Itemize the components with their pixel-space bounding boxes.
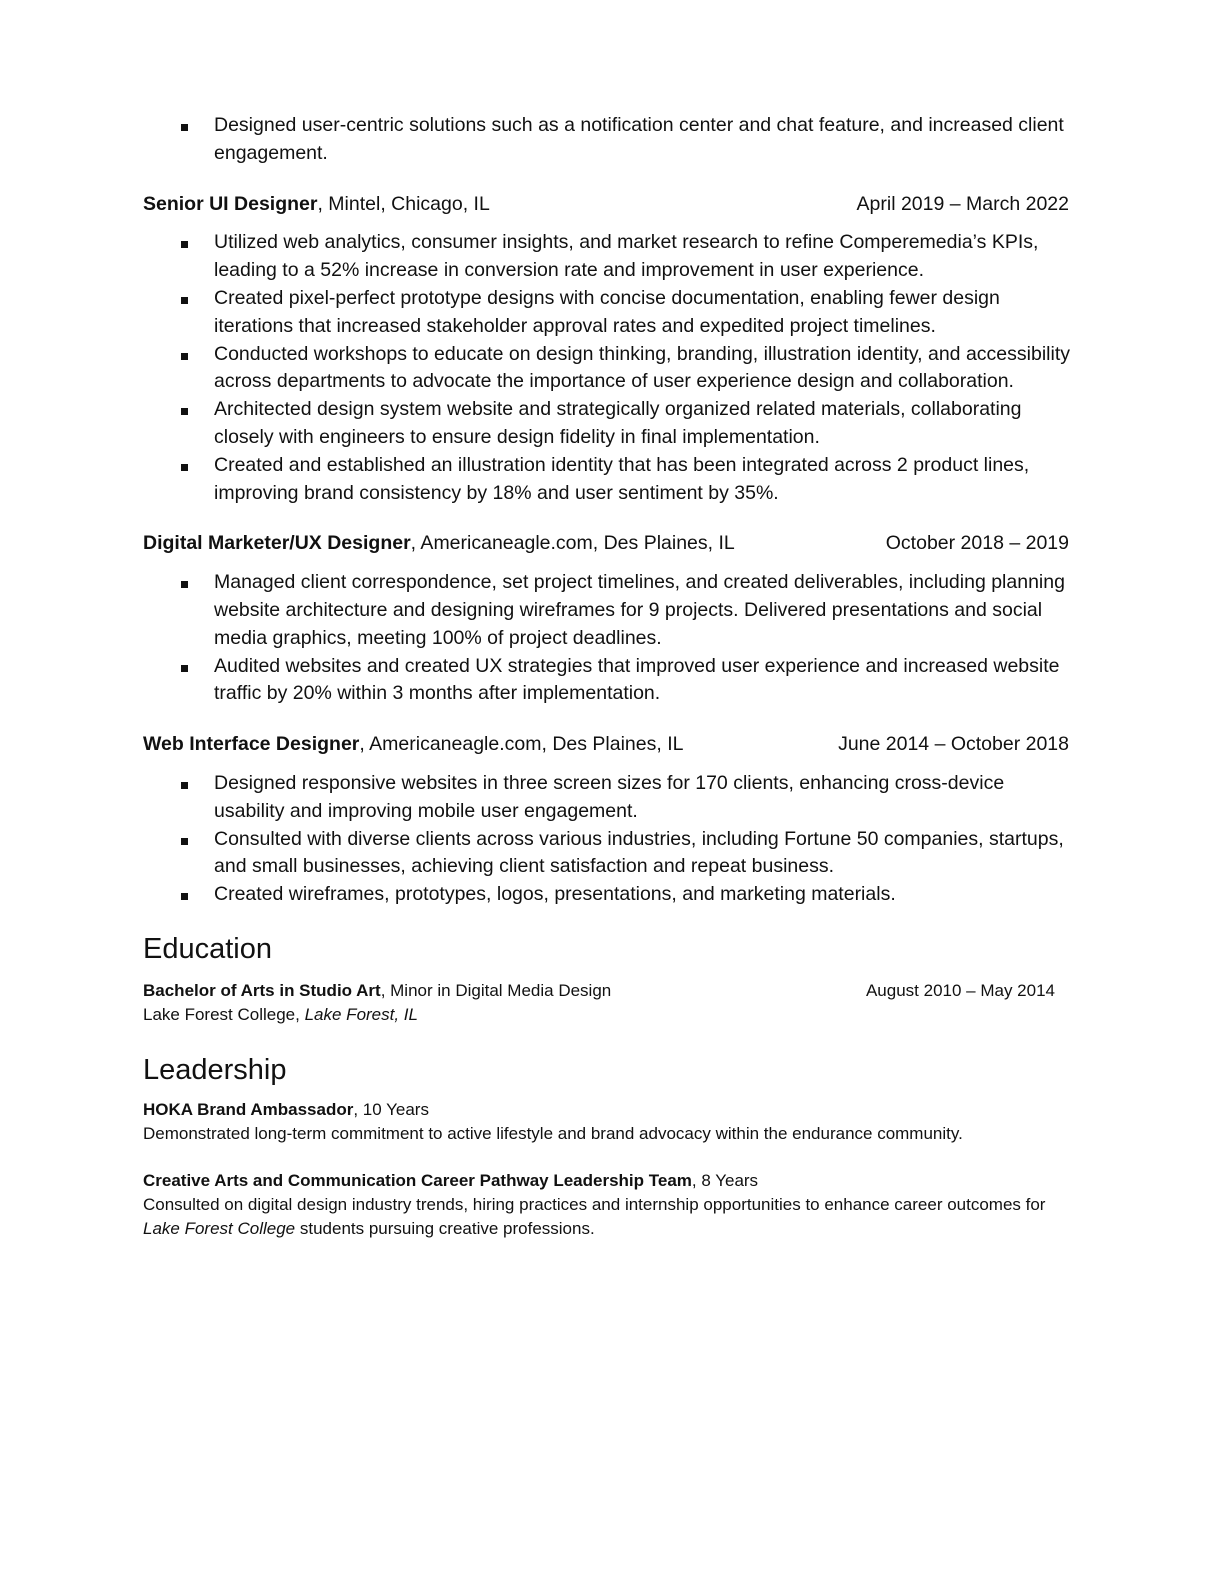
leadership-section xyxy=(143,1052,1073,1241)
job-org: , Americaneagle.com, Des Plaines, IL xyxy=(410,532,735,555)
leadership-desc-italic: Lake Forest College xyxy=(143,1218,296,1238)
job-digital-marketer xyxy=(143,530,1073,708)
education-degree-row xyxy=(143,979,1073,1003)
job-title-line xyxy=(143,530,735,558)
bullet-item: Managed client correspondence, set project timelines, and created deliverables, including planning website architecture and designing wireframes for 9 projects. Delivered presentations and social media graphics, meeting 100% of project deadlines. xyxy=(214,569,1073,652)
resume-page xyxy=(143,112,1073,1241)
education-dates: August 2010 – May 2014 xyxy=(865,980,1055,1000)
bullet-item: Audited websites and created UX strategies that improved user experience and increased website traffic by 20% within 3 months after implementation. xyxy=(214,653,1073,709)
job-bullet-list xyxy=(143,770,1073,909)
leadership-duration: , 10 Years xyxy=(353,1099,429,1119)
leadership-description xyxy=(143,1193,1073,1241)
bullet-item: Designed user-centric solutions such as a notification center and chat feature, and increased client engagement. xyxy=(214,112,1073,168)
school-location: Lake Forest, IL xyxy=(304,1004,418,1024)
leadership-item xyxy=(143,1098,1073,1146)
degree-minor: , Minor in Digital Media Design xyxy=(380,980,612,1000)
job-title: Digital Marketer/UX Designer xyxy=(143,532,411,555)
section-heading-education: Education xyxy=(143,932,272,965)
job-dates: April 2019 – March 2022 xyxy=(856,192,1069,215)
job-org: , Mintel, Chicago, IL xyxy=(317,192,490,215)
bullet-item: Created pixel-perfect prototype designs with concise documentation, enabling fewer design iterations that increased stakeholder approval rates and expedited project timelines. xyxy=(214,285,1073,341)
bullet-item: Consulted with diverse clients across various industries, including Fortune 50 companies, startups, and small businesses, achieving client satisfaction and repeat business. xyxy=(214,826,1073,882)
bullet-item: Created and established an illustration identity that has been integrated across 2 product lines, improving brand consistency by 18% and user sentiment by 35%. xyxy=(214,452,1073,508)
education-school-line xyxy=(143,1003,1073,1027)
leadership-title-line xyxy=(143,1169,1073,1193)
leadership-title: HOKA Brand Ambassador xyxy=(143,1099,354,1119)
job-org: , Americaneagle.com, Des Plaines, IL xyxy=(359,733,684,756)
leadership-description xyxy=(143,1122,1073,1146)
job-web-interface-designer xyxy=(143,731,1073,909)
leadership-desc-text: Consulted on digital design industry trends, hiring practices and internship opportunities to enhance career outcomes for xyxy=(143,1194,1046,1214)
leadership-item xyxy=(143,1169,1073,1241)
bullet-item: Designed responsive websites in three screen sizes for 170 clients, enhancing cross-device usability and improving mobile user engagement. xyxy=(214,770,1073,826)
job-dates: October 2018 – 2019 xyxy=(885,532,1069,555)
leadership-title: Creative Arts and Communication Career Pathway Leadership Team xyxy=(143,1170,692,1190)
leadership-desc-text: Demonstrated long-term commitment to active lifestyle and brand advocacy within the endurance community. xyxy=(143,1123,963,1143)
job-header xyxy=(143,530,1073,558)
education-section xyxy=(143,931,1073,1027)
bullet-item: Conducted workshops to educate on design thinking, branding, illustration identity, and accessibility across departments to advocate the importance of user experience design and collaboration. xyxy=(214,341,1073,397)
job-title-line xyxy=(143,191,490,219)
leadership-duration: , 8 Years xyxy=(691,1170,759,1190)
leadership-title-line xyxy=(143,1098,1073,1122)
section-heading-leadership: Leadership xyxy=(143,1053,287,1086)
job-title: Web Interface Designer xyxy=(143,733,360,756)
job-header xyxy=(143,191,1073,219)
degree-title: Bachelor of Arts in Studio Art xyxy=(143,980,381,1000)
leadership-desc-text-end: students pursuing creative professions. xyxy=(295,1218,595,1238)
education-degree-line xyxy=(143,979,611,1003)
job-dates: June 2014 – October 2018 xyxy=(838,733,1069,756)
bullet-item: Created wireframes, prototypes, logos, presentations, and marketing materials. xyxy=(214,881,1073,909)
bullet-item: Architected design system website and strategically organized related materials, collaborating closely with engineers to ensure design fidelity in final implementation. xyxy=(214,396,1073,452)
job-title-line xyxy=(143,731,683,759)
job-header xyxy=(143,731,1073,759)
job-senior-ui-designer xyxy=(143,191,1073,508)
job-title: Senior UI Designer xyxy=(143,192,318,215)
job-bullet-list xyxy=(143,229,1073,507)
intro-bullet-list xyxy=(143,112,1073,168)
bullet-item: Utilized web analytics, consumer insights, and market research to refine Comperemedia’s KPIs, leading to a 52% increase in conversion rate and improvement in user experience. xyxy=(214,229,1073,285)
job-bullet-list xyxy=(143,569,1073,708)
school-name: Lake Forest College, xyxy=(143,1004,305,1024)
